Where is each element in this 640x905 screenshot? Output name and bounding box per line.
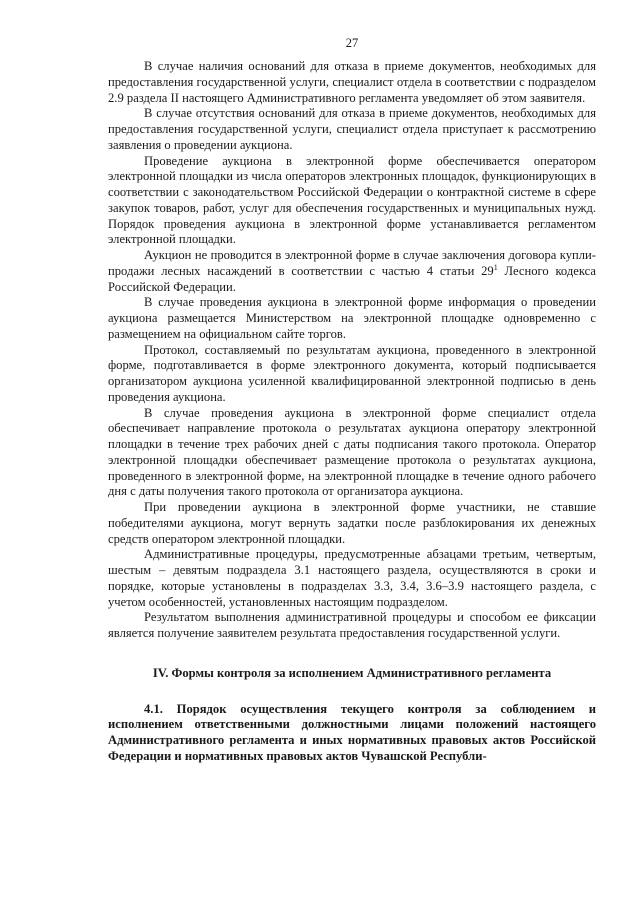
paragraph-refusal-grounds: В случае наличия оснований для отказа в приеме документов, необходимых для предоставления государственной услуги, специалист отдела в соответствии с подразделом 2.9 раздела II настоящего Административного регламента уведомляет об этом заявителя. xyxy=(108,59,596,105)
subsection-heading: 4.1. Порядок осуществления текущего контроля за соблюдением и исполнением ответственными должностными лицами положений настоящего Административного регламента и иных нормативных правовых актов Российской Федерации и нормативных правовых актов Чувашской Республи- xyxy=(108,701,596,763)
paragraph-protocol-delivery: В случае проведения аукциона в электронной форме специалист отдела обеспечивает направление протокола о результатах аукциона оператору электронной площадки в течение трех рабочих дней с даты подписания такого протокола. Оператор электронной площадки обеспечивает размещение протокола о результатах аукциона, проведенного в электронной форме, на электронной площадке в течение одного рабочего дня с даты получения такого протокола от организатора аукциона. xyxy=(108,405,596,499)
paragraph-auction-not-held xyxy=(108,248,596,295)
paragraph-auction-info-placement: В случае проведения аукциона в электронной форме информация о проведении аукциона размещается Министерством на электронной площадке одновременно с размещением на официальном сайте торгов. xyxy=(108,295,596,341)
page-number: 27 xyxy=(345,36,359,50)
paragraph-auction-not-held-text: Аукцион не проводится в электронной форме в случае заключения договора купли-продажи лесных насаждений в соответствии с частью 4 статьи 29 xyxy=(108,248,596,278)
paragraph-no-refusal-grounds: В случае отсутствия оснований для отказа в приеме документов, необходимых для предоставления государственной услуги, специалист отдела приступает к рассмотрению заявления о проведении аукциона. xyxy=(108,106,596,152)
document-page xyxy=(108,36,596,765)
paragraph-electronic-auction-operator: Проведение аукциона в электронной форме обеспечивается оператором электронной площадки из числа операторов электронных площадок, функционирующих в соответствии с законодательством Российской Федерации о контрактной системе в сфере закупок товаров, работ, услуг для обеспечения государственных и муниципальных нужд. Порядок проведения аукциона в электронной форме устанавливается регламентом электронной площадки. xyxy=(108,153,596,247)
paragraph-result: Результатом выполнения административной процедуры и способом ее фиксации является получение заявителем результата предоставления государственной услуги. xyxy=(108,610,596,640)
paragraph-administrative-procedures: Административные процедуры, предусмотренные абзацами третьим, четвертым, шестым – девятым подраздела 3.1 настоящего раздела, осуществляются в сроки и порядке, которые установлены в подразделах 3.3, 3.4, 3.6–3.9 настоящего раздела, с учетом особенностей, установленных настоящим подразделом. xyxy=(108,547,596,609)
paragraph-auction-not-held-tail: Лесного кодекса Российской Федерации. xyxy=(108,263,596,294)
section-heading: IV. Формы контроля за исполнением Административного регламента xyxy=(152,665,552,680)
paragraph-protocol-document: Протокол, составляемый по результатам аукциона, проведенного в электронной форме, подготавливается в форме электронного документа, который подписывается организатором аукциона усиленной квалифицированной электронной подписью в день проведения аукциона. xyxy=(108,342,596,404)
footnote-mark: 1 xyxy=(493,262,498,272)
paragraph-deposit-return: При проведении аукциона в электронной форме участники, не ставшие победителями аукциона, могут вернуть задатки после разблокирования их денежных средств оператором электронной площадки. xyxy=(108,500,596,546)
